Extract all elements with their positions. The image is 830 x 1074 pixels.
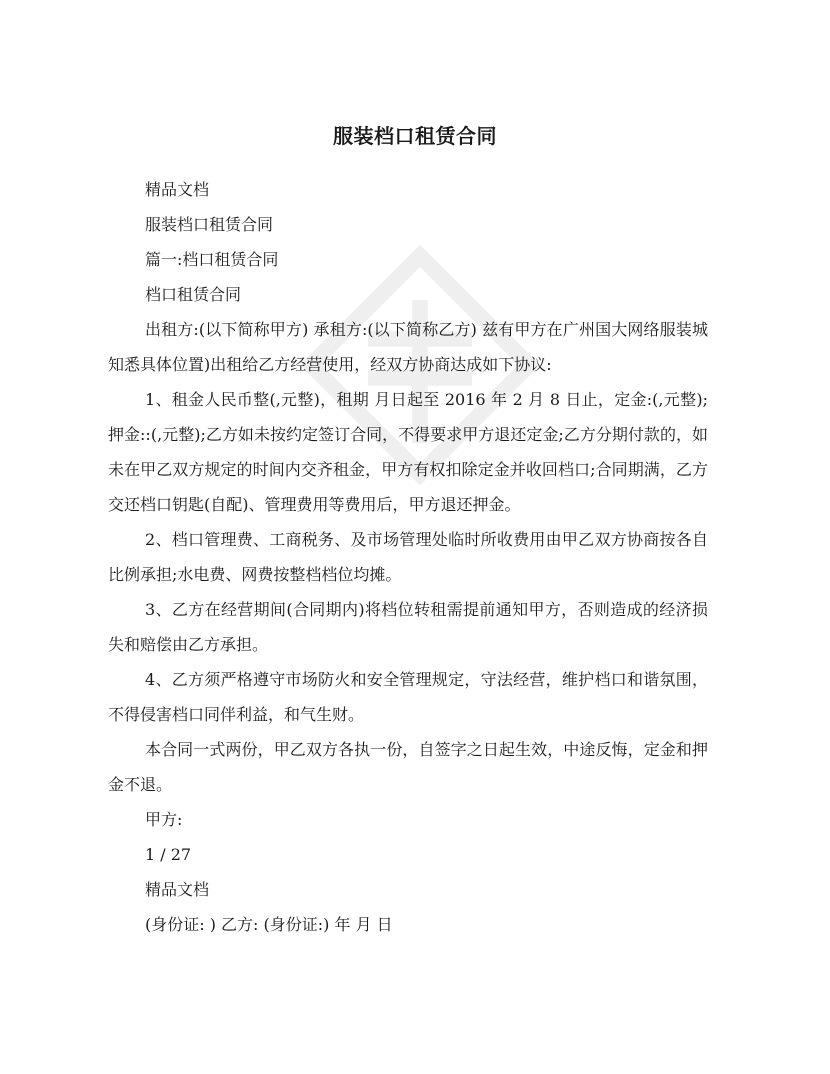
paragraph-contract-heading: 档口租赁合同 [145, 285, 242, 304]
paragraph-doc-name: 服装档口租赁合同 [145, 215, 274, 234]
paragraph-footer-label: 精品文档 [145, 880, 210, 899]
page-number: 1 / 27 [145, 845, 192, 864]
paragraph-parties: 出租方:(以下简称甲方) 承租方:(以下简称乙方) 兹有甲方在广州国大网络服装城知悉具体位置)出租给乙方经营使用，经双方协商达成如下协议: [108, 320, 708, 374]
paragraph-clause-1: 1、租金人民币整(,元整)，租期 月日起至 2016 年 2 月 8 日止，定金:(,元整);押金::(,元整);乙方如未按约定签订合同，不得要求甲方退还定金;乙方分期付款的，如未在甲乙双方规定的时间内交齐租金，甲方有权扣除定金并收回档口;合同期满，乙方交还档口钥匙(自配)、管理费用等费用后，甲方退还押金。 [108, 390, 708, 514]
document-title: 服装档口租赁合同 [333, 124, 497, 148]
paragraph-signature-line: (身份证: ) 乙方: (身份证:) 年 月 日 [145, 915, 393, 934]
paragraph-party-a: 甲方: [145, 810, 183, 829]
paragraph-closing: 本合同一式两份，甲乙双方各执一份，自签字之日起生效，中途反悔，定金和押金不退。 [108, 740, 708, 794]
paragraph-header-label: 精品文档 [145, 180, 210, 199]
paragraph-section-heading: 篇一:档口租赁合同 [145, 250, 279, 269]
document-body [108, 172, 708, 942]
paragraph-clause-2: 2、档口管理费、工商税务、及市场管理处临时所收费用由甲乙双方协商按各自比例承担;水电费、网费按整档档位均摊。 [108, 530, 708, 584]
paragraph-clause-4: 4、乙方须严格遵守市场防火和安全管理规定，守法经营，维护档口和谐氛围，不得侵害档口同伴利益，和气生财。 [108, 670, 708, 724]
paragraph-clause-3: 3、乙方在经营期间(合同期内)将档位转租需提前通知甲方，否则造成的经济损失和赔偿由乙方承担。 [108, 600, 708, 654]
